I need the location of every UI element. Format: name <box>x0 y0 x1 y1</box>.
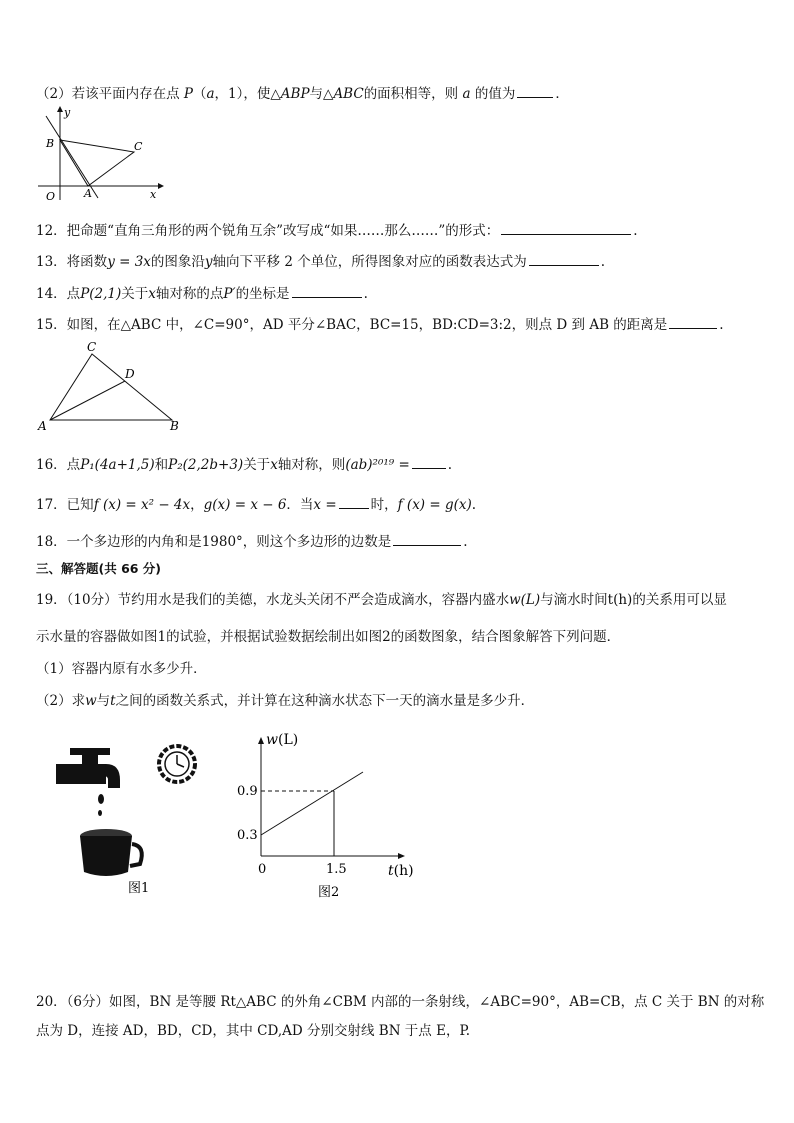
figure1-illustration <box>52 740 212 896</box>
q19-part1: （1）容器内原有水多少升． <box>36 661 207 677</box>
vertex-b-label: B <box>170 419 179 433</box>
answer-blank <box>393 532 461 547</box>
x-tick-0: 0 <box>258 862 267 877</box>
faucet-icon <box>56 748 120 816</box>
q14: 14．点P(2,1)关于x轴对称的点P′的坐标是 . <box>36 282 368 302</box>
x-axis-label: x <box>150 188 157 201</box>
y-tick-0.3: 0.3 <box>237 828 258 843</box>
coordinate-figure <box>36 104 166 202</box>
answer-blank <box>339 495 369 510</box>
q20-line2: 点为 D，连接 AD，BD，CD，其中 CD,AD 分别交射线 BN 于点 E，P. <box>36 1023 471 1039</box>
origin-label: O <box>46 190 56 202</box>
answer-blank <box>412 455 446 470</box>
function-line <box>261 772 363 835</box>
answer-blank <box>517 84 553 99</box>
cup-icon <box>80 829 142 876</box>
q18: 18．一个多边形的内角和是1980°，则这个多边形的边数是 . <box>36 530 468 550</box>
point-b-label: B <box>46 137 55 150</box>
figure1-caption: 图1 <box>128 881 150 896</box>
x-tick-1.5: 1.5 <box>326 862 347 877</box>
point-d-label: D <box>125 367 135 381</box>
vertex-a-label: A <box>38 419 47 433</box>
answer-blank <box>292 284 362 299</box>
triangle-figure <box>36 338 186 434</box>
y-tick-0.9: 0.9 <box>237 784 258 799</box>
q20-line1: 20．（6分）如图，BN 是等腰 Rt△ABC 的外角∠CBM 内部的一条射线，∠ABC=90°，AB=CB，点 C 关于 BN 的对称 <box>36 994 765 1010</box>
q19-part2: （2）求w与t之间的函数关系式，并计算在这种滴水状态下一天的滴水量是多少升． <box>36 693 535 709</box>
point-c-label: C <box>134 140 143 153</box>
q15: 15．如图，在△ABC 中，∠C=90°，AD 平分∠BAC，BC=15，BD:CD=3:2，则点 D 到 AB 的距离是 . <box>36 313 724 333</box>
vertex-c-label: C <box>87 340 97 354</box>
q19-line2: 示水量的容器做如图1的试验，并根据试验数据绘制出如图2的函数图象，结合图象解答下列问题． <box>36 629 621 645</box>
q17: 17．已知f (x) = x² − 4x，g(x) = x − 6．当x = 时，f (x) = g(x). <box>36 493 476 513</box>
x-axis-label: t(h) <box>388 863 414 879</box>
q11-part2: （2）若该平面内存在点 P（a，1），使△ABP与△ABC的面积相等，则 a 的值为 ． <box>36 82 569 102</box>
answer-blank <box>529 252 599 267</box>
y-axis-label: w(L) <box>266 732 299 748</box>
q12: 12．把命题“直角三角形的两个锐角互余”改写成“如果……那么……”的形式： . <box>36 219 638 239</box>
section-heading: 三、解答题(共 66 分) <box>36 561 162 576</box>
answer-blank <box>669 315 717 330</box>
q13: 13．将函数y = 3x的图象沿y轴向下平移 2 个单位，所得图象对应的函数表达式为 . <box>36 250 605 270</box>
q19-line1: 19．（10分）节约用水是我们的美德，水龙头关闭不严会造成滴水，容器内盛水w(L)与滴水时间t(h)的关系用可以显 <box>36 592 727 608</box>
clock-icon <box>159 746 195 782</box>
answer-blank <box>501 221 631 236</box>
point-a-label: A <box>84 187 92 200</box>
q16: 16．点P₁(4a+1,5)和P₂(2,2b+3)关于x轴对称，则(ab)²⁰¹⁹ = . <box>36 453 452 473</box>
figure2-caption: 图2 <box>318 885 340 900</box>
y-axis-label: y <box>64 106 71 119</box>
figure2-graph <box>228 724 428 904</box>
